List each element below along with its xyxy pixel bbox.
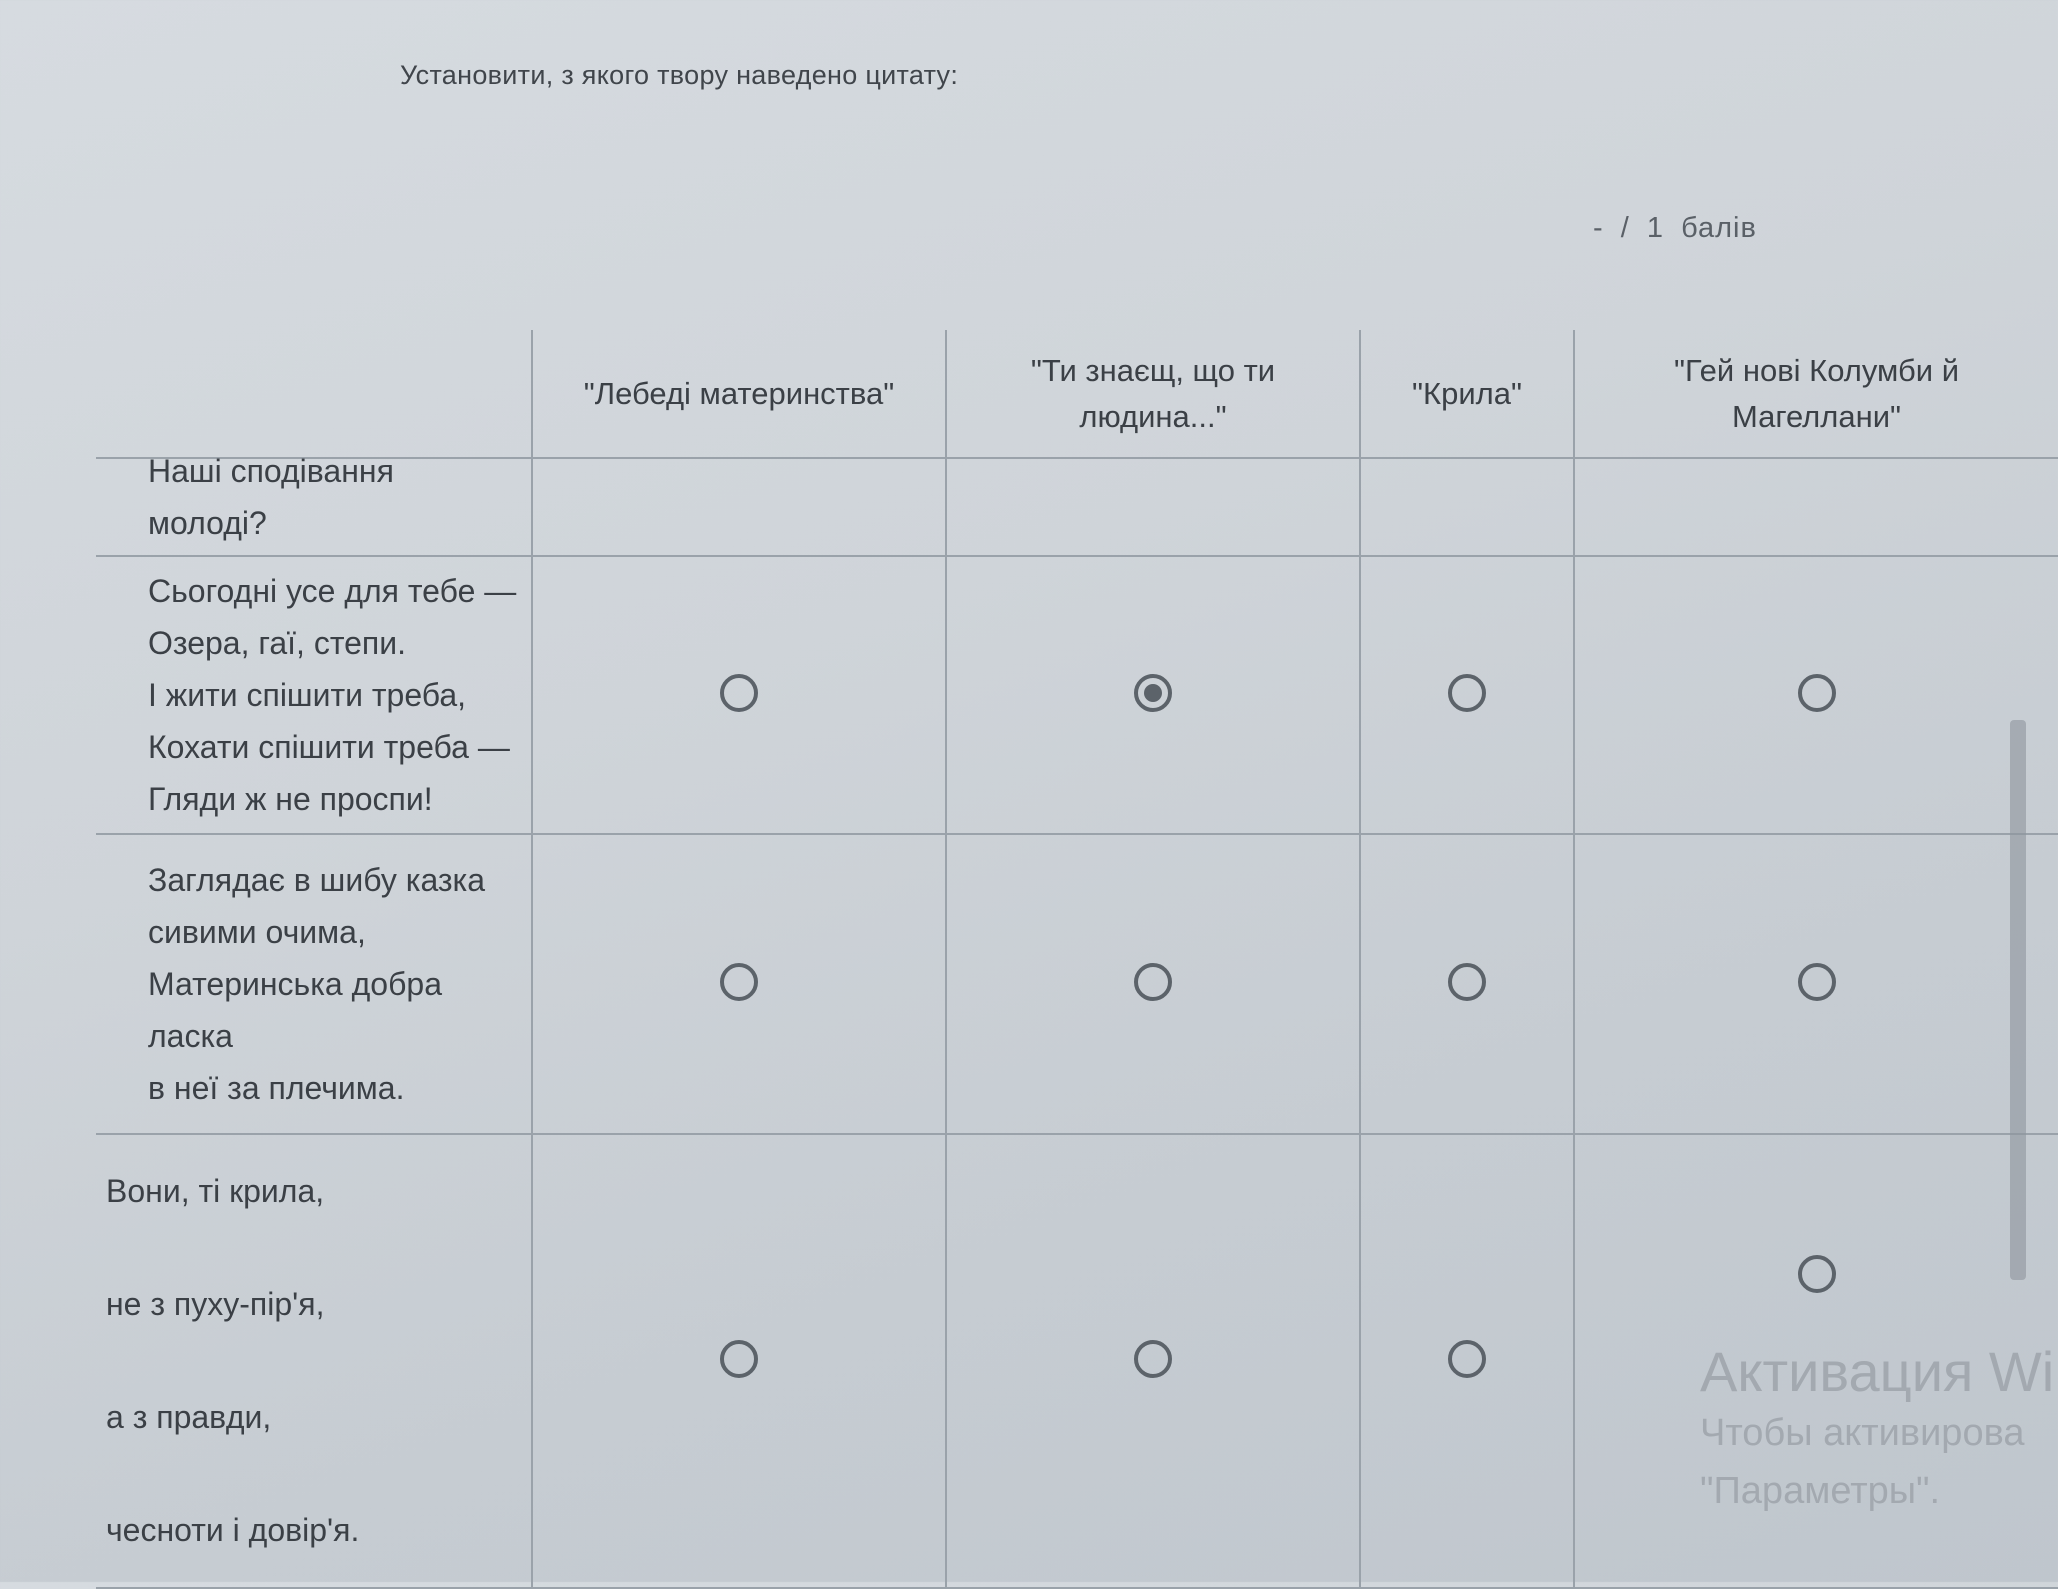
choice-grid (96, 330, 2058, 1589)
column-header-line: "Ти знаєщ, що ти (1030, 352, 1276, 388)
grid-cell (532, 556, 946, 834)
radio-row4-col2[interactable] (1134, 1340, 1172, 1378)
watermark-line: "Параметры". (1700, 1470, 1941, 1512)
grid-row-1 (96, 458, 2058, 556)
grid-cell (1574, 1134, 2058, 1588)
watermark-line: Чтобы активирова (1700, 1412, 2025, 1454)
column-header-kolumby (1574, 330, 2058, 458)
row-label (96, 556, 532, 834)
grid-cell (1574, 556, 2058, 834)
question-prompt: Установити, з якого твору наведено цитату: (400, 60, 959, 90)
points-separator: / (1620, 212, 1630, 244)
row-label-line: Материнська добра (148, 966, 442, 1002)
grid-row-3 (96, 834, 2058, 1134)
row-label-line: Озера, гаї, степи. (148, 625, 406, 661)
radio-row2-col4[interactable] (1798, 674, 1836, 712)
grid-cell (1360, 834, 1574, 1134)
row-label-line: а з правди, (106, 1399, 272, 1435)
grid-cell (1574, 834, 2058, 1134)
radio-row2-col2[interactable] (1134, 674, 1172, 712)
radio-row4-col1[interactable] (720, 1340, 758, 1378)
radio-row3-col2[interactable] (1134, 963, 1172, 1001)
grid-row-4 (96, 1134, 2058, 1588)
watermark-title: Активация Wi (1700, 1340, 2055, 1403)
points-unit: балів (1681, 212, 1757, 244)
row-label-line: чесноти і довір'я. (106, 1512, 360, 1548)
row-label-line: Сьогодні усе для тебе — (148, 573, 517, 609)
radio-row2-col3[interactable] (1448, 674, 1486, 712)
column-header-line: "Гей нові Колумби й (1673, 352, 1960, 388)
row-label-line: Кохати спішити треба — (148, 729, 510, 765)
row-label-line: ласка (148, 1018, 233, 1054)
grid-row-2 (96, 556, 2058, 834)
radio-row3-col4[interactable] (1798, 963, 1836, 1001)
column-header-line: людина..." (1079, 398, 1227, 434)
grid-cell (1360, 556, 1574, 834)
radio-row3-col3[interactable] (1448, 963, 1486, 1001)
grid-header-row (96, 330, 2058, 458)
row-label-line: молоді? (148, 505, 267, 541)
radio-row4-col4[interactable] (1798, 1255, 1836, 1293)
column-header-line: Магеллани" (1731, 398, 1902, 434)
points-earned: - (1593, 212, 1604, 244)
grid-cell (1360, 1134, 1574, 1588)
row-label-line: не з пуху-пір'я, (106, 1286, 325, 1322)
row-label (96, 834, 532, 1134)
points-max: 1 (1646, 212, 1664, 244)
column-header-ty-znaiesh (946, 330, 1360, 458)
column-header-lebedi (532, 330, 946, 458)
grid-cell (946, 1134, 1360, 1588)
row-label-line: сивими очима, (148, 914, 366, 950)
radio-row4-col3[interactable] (1448, 1340, 1486, 1378)
column-header-kryla (1360, 330, 1574, 458)
row-label-line: Заглядає в шибу казка (148, 862, 486, 898)
row-label-line: Гляди ж не проспи! (148, 781, 433, 817)
row-label-line: І жити спішити треба, (148, 677, 467, 713)
grid-cell (946, 834, 1360, 1134)
grid-cell (532, 834, 946, 1134)
grid-corner (96, 330, 532, 458)
grid-cell (946, 458, 1360, 556)
grid-cell (532, 458, 946, 556)
row-label (96, 453, 532, 556)
column-header-line: "Лебеді материнства" (583, 375, 895, 411)
grid-cell (1574, 458, 2058, 556)
row-label-line: Наші сподівання (148, 453, 394, 489)
points-indicator (1593, 212, 1765, 245)
row-label-line: Вони, ті крила, (106, 1173, 325, 1209)
radio-row3-col1[interactable] (720, 963, 758, 1001)
row-label (96, 1134, 532, 1588)
grid-cell (532, 1134, 946, 1588)
grid-cell (1360, 458, 1574, 556)
scrollbar[interactable] (2010, 720, 2026, 1280)
grid-cell (946, 556, 1360, 834)
row-label-line: в неї за плечима. (148, 1070, 405, 1106)
radio-row2-col1[interactable] (720, 674, 758, 712)
column-header-line: "Крила" (1412, 375, 1522, 411)
